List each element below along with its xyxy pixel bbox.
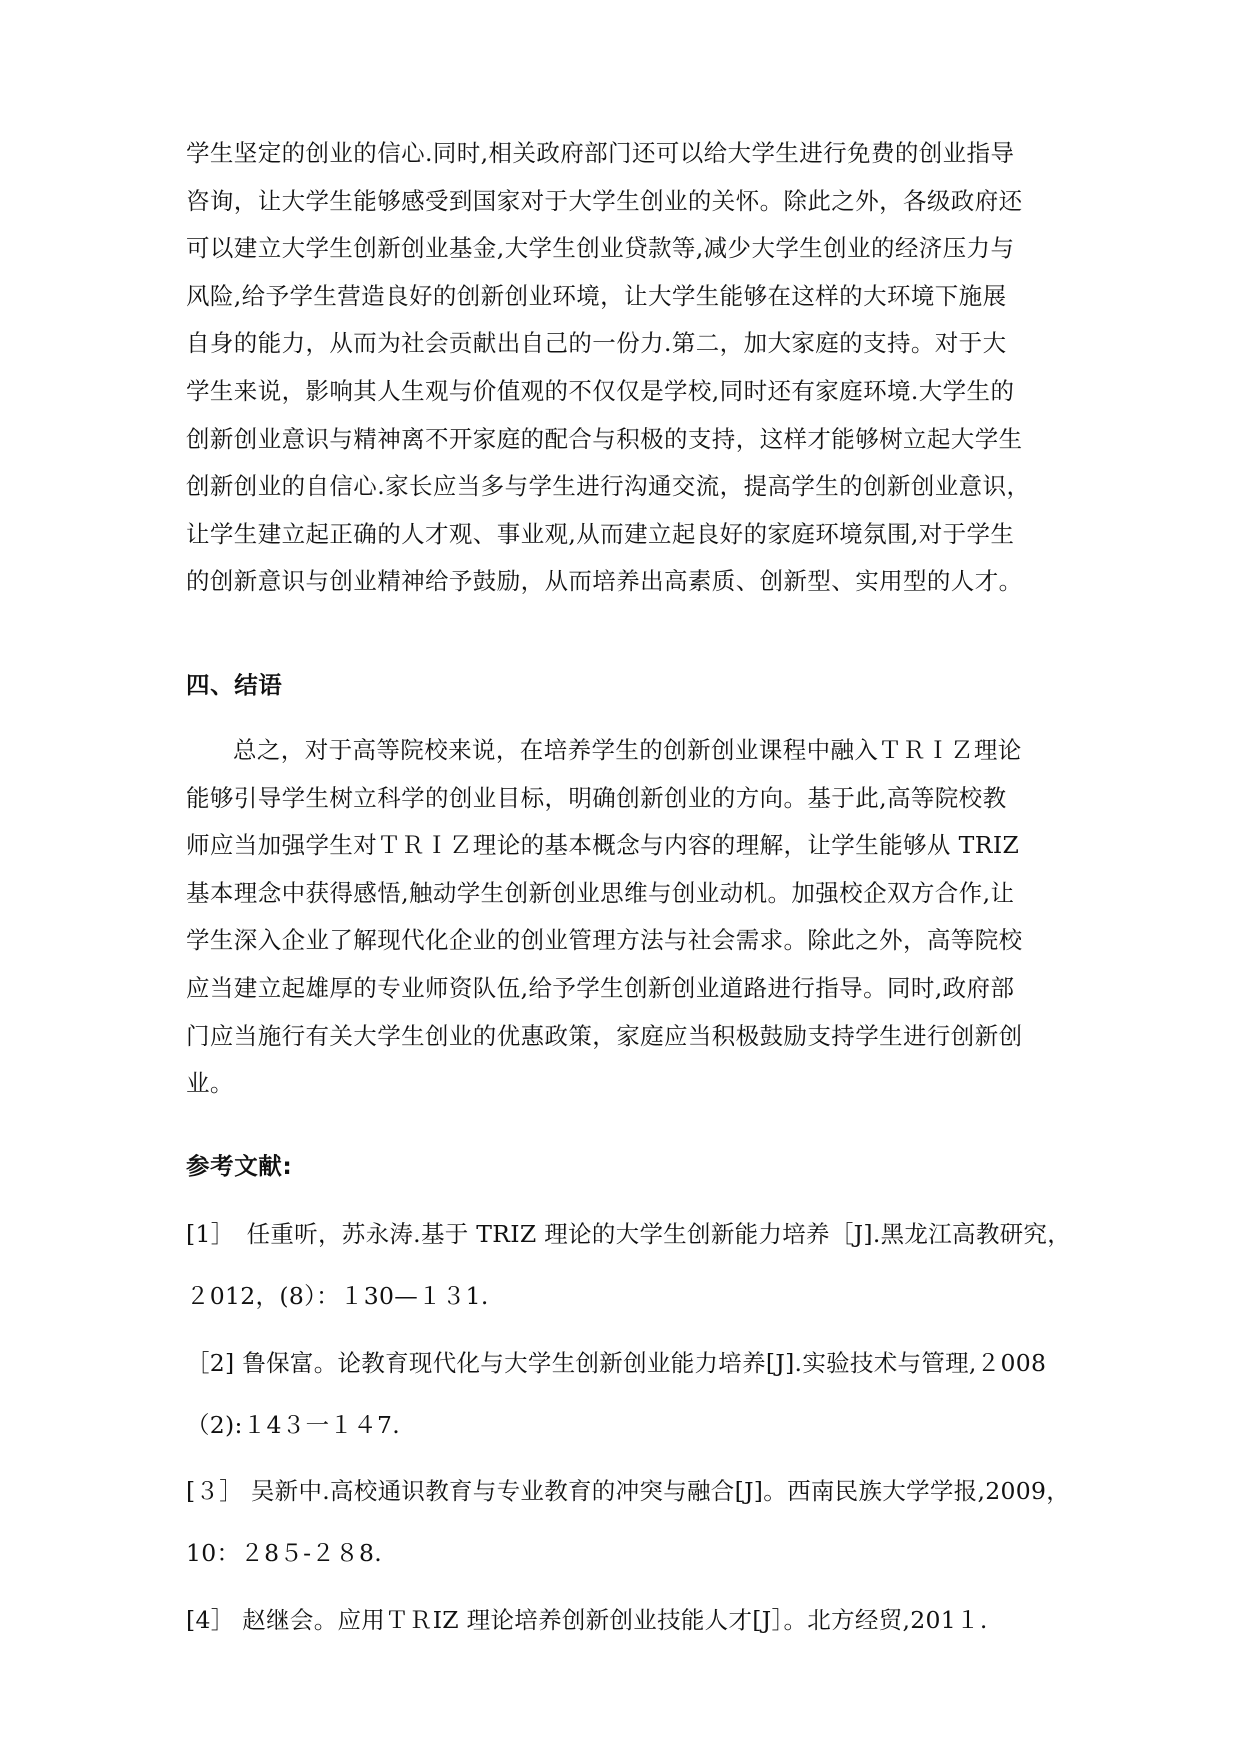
references-heading: 参考文献: [186,1152,293,1180]
body-paragraph-2 [186,727,1058,1108]
text-line: 基本理念中获得感悟,触动学生创新创业思维与创业动机。加强校企双方合作,让 [186,878,1015,907]
text-line: 能够引导学生树立科学的创业目标，明确创新创业的方向。基于此,高等院校教 [186,783,1007,812]
text-line: 应当建立起雄厚的专业师资队伍,给予学生创新创业道路进行指导。同时,政府部 [186,973,1015,1002]
text-line: 咨询，让大学生能够感受到国家对于大学生创业的关怀。除此之外，各级政府还 [186,186,1023,215]
text-line: 创新创业的自信心.家长应当多与学生进行沟通交流，提高学生的创新创业意识， [186,472,1031,501]
text-line: 的创新意识与创业精神给予鼓励，从而培养出高素质、创新型、实用型的人才。 [186,567,1023,596]
reference-2-line-1: ［2] 鲁保富。论教育现代化与大学生创新创业能力培养[J].实验技术与管理,２008 [186,1349,1047,1377]
text-line: 自身的能力，从而为社会贡献出自己的一份力.第二，加大家庭的支持。对于大 [186,329,1007,358]
body-paragraph-1 [186,130,1058,606]
text-line: 学生来说，影响其人生观与价值观的不仅仅是学校,同时还有家庭环境.大学生的 [186,376,1015,405]
text-line: 创新创业意识与精神离不开家庭的配合与积极的支持，这样才能够树立起大学生 [186,424,1023,453]
text-line: 可以建立大学生创新创业基金,大学生创业贷款等,减少大学生创业的经济压力与 [186,234,1015,263]
text-line: 业。 [186,1069,234,1098]
section-heading-conclusion: 四、结语 [186,671,283,699]
text-line: 学生坚定的创业的信心.同时,相关政府部门还可以给大学生进行免费的创业指导 [186,139,1015,167]
text-line: 学生深入企业了解现代化企业的创业管理方法与社会需求。除此之外，高等院校 [186,926,1023,955]
reference-3-line-1: [３］ 吴新中.高校通识教育与专业教育的冲突与融合[J]。西南民族大学学报,2009， [186,1477,1071,1505]
text-line: 让学生建立起正确的人才观、事业观,从而建立起良好的家庭环境氛围,对于学生 [186,519,1015,548]
reference-1-line-1: [1］ 任重听，苏永涛.基于 TRIZ 理论的大学生创新能力培养［J].黑龙江高教研究， [186,1220,1072,1248]
reference-4-line-1: [4］ 赵继会。应用ＴＲIZ 理论培养创新创业技能人才[J］。北方经贸,201１. [186,1606,988,1634]
text-line: 风险,给予学生营造良好的创新创业环境，让大学生能够在这样的大环境下施展 [186,281,1007,310]
text-line: 师应当加强学生对ＴＲＩＺ理论的基本概念与内容的理解，让学生能够从 TRIZ [186,831,1020,860]
reference-3-line-2: 10：２8５-２８8. [186,1539,383,1567]
text-line: 门应当施行有关大学生创业的优惠政策，家庭应当积极鼓励支持学生进行创新创 [186,1021,1023,1050]
reference-2-line-2: （2):１4３一１４7. [186,1411,401,1439]
text-line: 总之，对于高等院校来说，在培养学生的创新创业课程中融入ＴＲＩＺ理论 [233,736,1022,764]
reference-1-line-2: ２012，(8）：１30—１３1. [186,1282,489,1310]
